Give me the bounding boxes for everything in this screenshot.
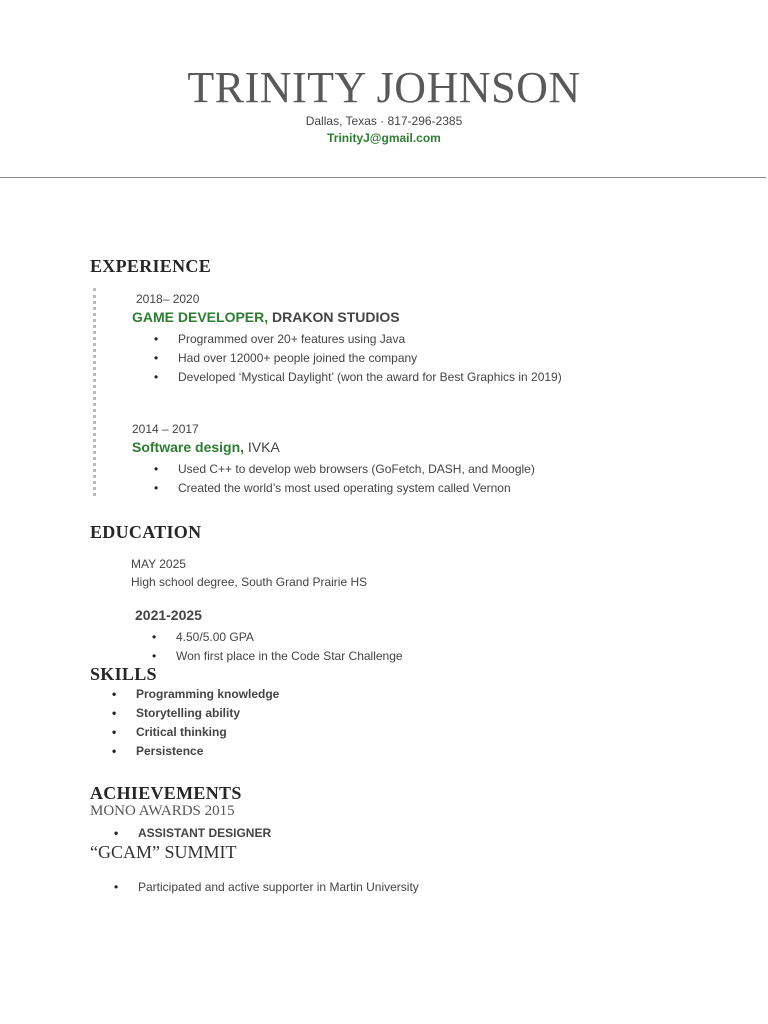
job-2-dates: 2014 – 2017 (132, 422, 199, 436)
list-item: • Created the world’s most used operating system called Vernon (154, 479, 535, 498)
list-item: • Persistence (112, 742, 279, 761)
contact-info: Dallas, Texas · 817-296-2385 (305, 114, 463, 128)
list-item: • Participated and active supporter in Martin University (114, 878, 419, 897)
email-link[interactable]: TrinityJ@gmail.com (327, 131, 441, 145)
job-1-company: DRAKON STUDIOS (272, 309, 400, 325)
header-divider (0, 177, 766, 178)
list-item: • Won first place in the Code Star Challenge (152, 647, 403, 666)
event-title: “GCAM” SUMMIT (90, 842, 237, 862)
job-2-company: IVKA (247, 439, 280, 455)
list-item: • Used C++ to develop web browsers (GoFetch, DASH, and Moogle) (154, 460, 535, 479)
job-1-dates: 2018– 2020 (136, 292, 200, 306)
experience-heading: EXPERIENCE (90, 256, 212, 276)
education-degree: High school degree, South Grand Prairie HS (131, 575, 368, 589)
timeline-dotted-line (93, 288, 96, 496)
list-item: • 4.50/5.00 GPA (152, 628, 403, 647)
job-1-heading (132, 309, 400, 325)
event-bullets (114, 878, 419, 897)
skills-list (112, 685, 279, 761)
award-bullets (114, 824, 271, 843)
education-date: MAY 2025 (131, 557, 186, 571)
job-2-bullets (154, 460, 535, 498)
skills-heading: SKILLS (90, 664, 157, 684)
award-title: MONO AWARDS 2015 (90, 803, 235, 819)
list-item: • Had over 12000+ people joined the company (154, 349, 562, 368)
list-item: • ASSISTANT DESIGNER (114, 824, 271, 843)
job-2-heading (132, 439, 280, 455)
education-bullets (152, 628, 403, 666)
education-heading: EDUCATION (90, 522, 202, 542)
list-item: • Critical thinking (112, 723, 279, 742)
job-1-title: GAME DEVELOPER, (132, 309, 269, 325)
list-item: • Programmed over 20+ features using Java (154, 330, 562, 349)
list-item: • Developed ‘Mystical Daylight’ (won the award for Best Graphics in 2019) (154, 368, 562, 387)
list-item: • Programming knowledge (112, 685, 279, 704)
job-2-title: Software design, (132, 439, 245, 455)
list-item: • Storytelling ability (112, 704, 279, 723)
education-period: 2021-2025 (135, 607, 202, 623)
job-1-bullets (154, 330, 562, 387)
resume-name: TRINITY JOHNSON (187, 63, 581, 112)
achievements-heading: ACHIEVEMENTS (90, 783, 242, 803)
